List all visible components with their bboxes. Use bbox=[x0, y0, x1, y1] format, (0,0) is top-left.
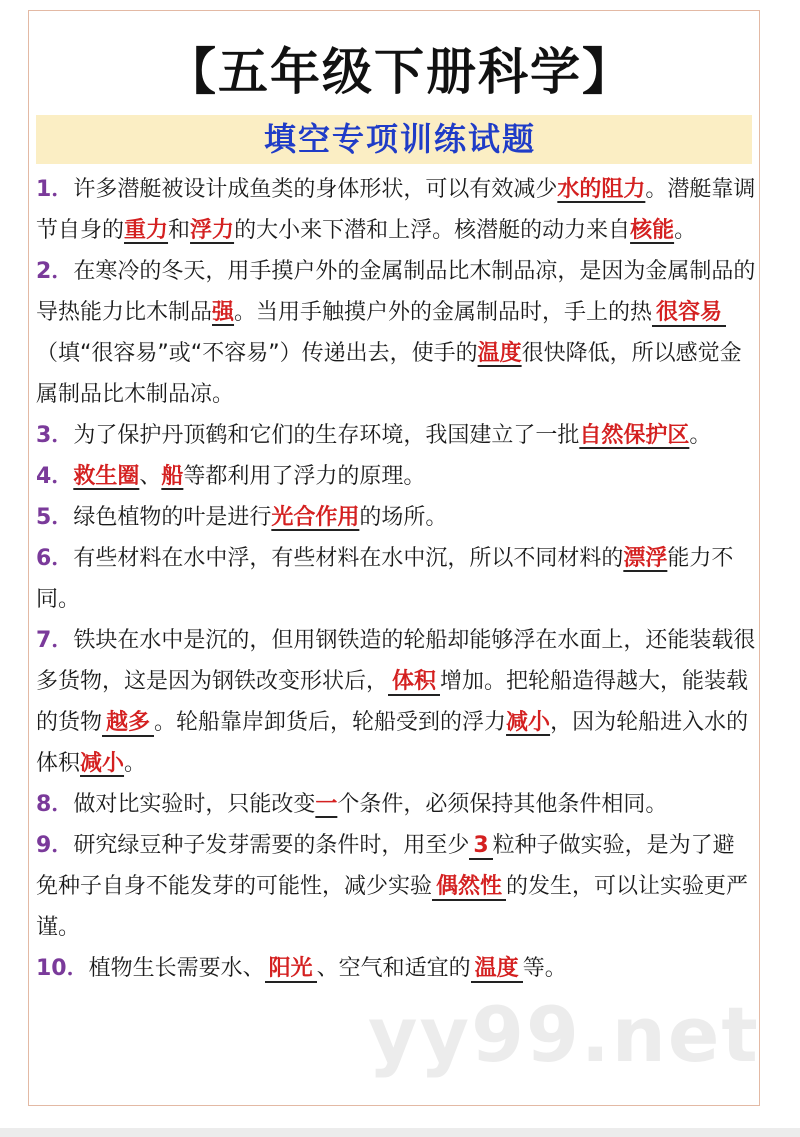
question-5 bbox=[36, 497, 756, 538]
question-text: 的大小来下潜和上浮。核潜艇的动力来自 bbox=[234, 218, 631, 243]
question-text: 研究绿豆种子发芽需要的条件时，用至少 bbox=[73, 833, 470, 858]
question-4 bbox=[36, 456, 756, 497]
question-text: 为了保护丹顶鹤和它们的生存环境，我国建立了一批 bbox=[73, 423, 580, 448]
question-text: 做对比实验时，只能改变 bbox=[73, 792, 316, 817]
question-text: 的发生，可以让实验更严谨。 bbox=[36, 874, 749, 940]
page-subtitle: 填空专项训练试题 bbox=[263, 120, 536, 158]
answer: 重力 bbox=[124, 218, 169, 243]
answer: 自然保护区 bbox=[579, 423, 690, 448]
question-10 bbox=[36, 948, 756, 989]
question-list bbox=[36, 169, 756, 989]
question-number: 4． bbox=[36, 464, 74, 489]
answer: 体积 bbox=[388, 669, 440, 696]
question-text: 增加。把轮船造得越大，能装载的货物 bbox=[36, 669, 749, 735]
question-text: 铁块在水中是沉的，但用钢铁造的轮船却能够浮在水面上，还能装载很多货物，这是因为钢铁改变形状后， bbox=[36, 628, 756, 694]
answer: 3 bbox=[469, 833, 492, 860]
question-text: （填“很容易”或“不容易”）传递出去，使手的 bbox=[36, 341, 478, 366]
question-number: 10． bbox=[36, 956, 89, 981]
answer: 很容易 bbox=[652, 300, 726, 327]
question-text: 。轮船靠岸卸货后，轮船受到的浮力 bbox=[154, 710, 507, 735]
question-8 bbox=[36, 784, 756, 825]
answer: 核能 bbox=[630, 218, 675, 243]
answer: 一 bbox=[315, 792, 338, 817]
question-text: 绿色植物的叶是进行 bbox=[73, 505, 272, 530]
answer: 偶然性 bbox=[432, 874, 506, 901]
bottom-divider bbox=[0, 1128, 800, 1137]
question-3 bbox=[36, 415, 756, 456]
question-text: 粒种子做实验，是为了避免种子自身不能发芽的可能性，减少实验 bbox=[36, 833, 735, 899]
question-text: 在寒冷的冬天，用手摸户外的金属制品比木制品凉，是因为金属制品的导热能力比木制品 bbox=[36, 259, 756, 325]
question-text: 。 bbox=[124, 751, 147, 776]
question-text: 。 bbox=[674, 218, 697, 243]
question-number: 7． bbox=[36, 628, 74, 653]
question-number: 5． bbox=[36, 505, 74, 530]
question-text: 。 bbox=[689, 423, 712, 448]
question-text: 和 bbox=[168, 218, 191, 243]
answer: 水的阻力 bbox=[557, 177, 646, 202]
question-2 bbox=[36, 251, 756, 415]
answer: 强 bbox=[212, 300, 235, 325]
question-text: 的场所。 bbox=[359, 505, 448, 530]
question-text: 植物生长需要水、 bbox=[88, 956, 265, 981]
answer: 减小 bbox=[506, 710, 551, 735]
watermark: yy99.net bbox=[368, 990, 760, 1079]
answer: 温度 bbox=[477, 341, 522, 366]
question-text: 个条件，必须保持其他条件相同。 bbox=[337, 792, 668, 817]
question-text: 有些材料在水中浮，有些材料在水中沉，所以不同材料的 bbox=[73, 546, 624, 571]
question-text: 等都利用了浮力的原理。 bbox=[183, 464, 426, 489]
answer: 浮力 bbox=[190, 218, 235, 243]
question-number: 1． bbox=[36, 177, 74, 202]
question-6 bbox=[36, 538, 756, 620]
question-text: 许多潜艇被设计成鱼类的身体形状，可以有效减少 bbox=[73, 177, 558, 202]
question-9 bbox=[36, 825, 756, 948]
question-number: 6． bbox=[36, 546, 74, 571]
question-text: 等。 bbox=[522, 956, 567, 981]
answer: 漂浮 bbox=[623, 546, 668, 571]
question-number: 8． bbox=[36, 792, 74, 817]
question-text: 很快降低，所以感觉金属制品比木制品凉。 bbox=[36, 341, 742, 407]
question-7 bbox=[36, 620, 756, 784]
question-text: 、空气和适宜的 bbox=[316, 956, 471, 981]
answer: 阳光 bbox=[265, 956, 317, 983]
answer: 船 bbox=[161, 464, 184, 489]
page-title: 【五年级下册科学】 bbox=[166, 43, 634, 101]
question-text: ，因为轮船进入水的体积 bbox=[36, 710, 749, 776]
question-text: 、 bbox=[139, 464, 162, 489]
question-1 bbox=[36, 169, 756, 251]
question-number: 2． bbox=[36, 259, 74, 284]
answer: 减小 bbox=[80, 751, 125, 776]
question-text: 能力不同。 bbox=[36, 546, 734, 612]
question-number: 3． bbox=[36, 423, 74, 448]
answer: 温度 bbox=[471, 956, 523, 983]
question-number: 9． bbox=[36, 833, 74, 858]
answer: 越多 bbox=[102, 710, 154, 737]
answer: 光合作用 bbox=[271, 505, 360, 530]
question-text: 。当用手触摸户外的金属制品时，手上的热 bbox=[234, 300, 653, 325]
answer: 救生圈 bbox=[73, 464, 140, 489]
question-text: 。潜艇靠调节自身的 bbox=[36, 177, 756, 243]
